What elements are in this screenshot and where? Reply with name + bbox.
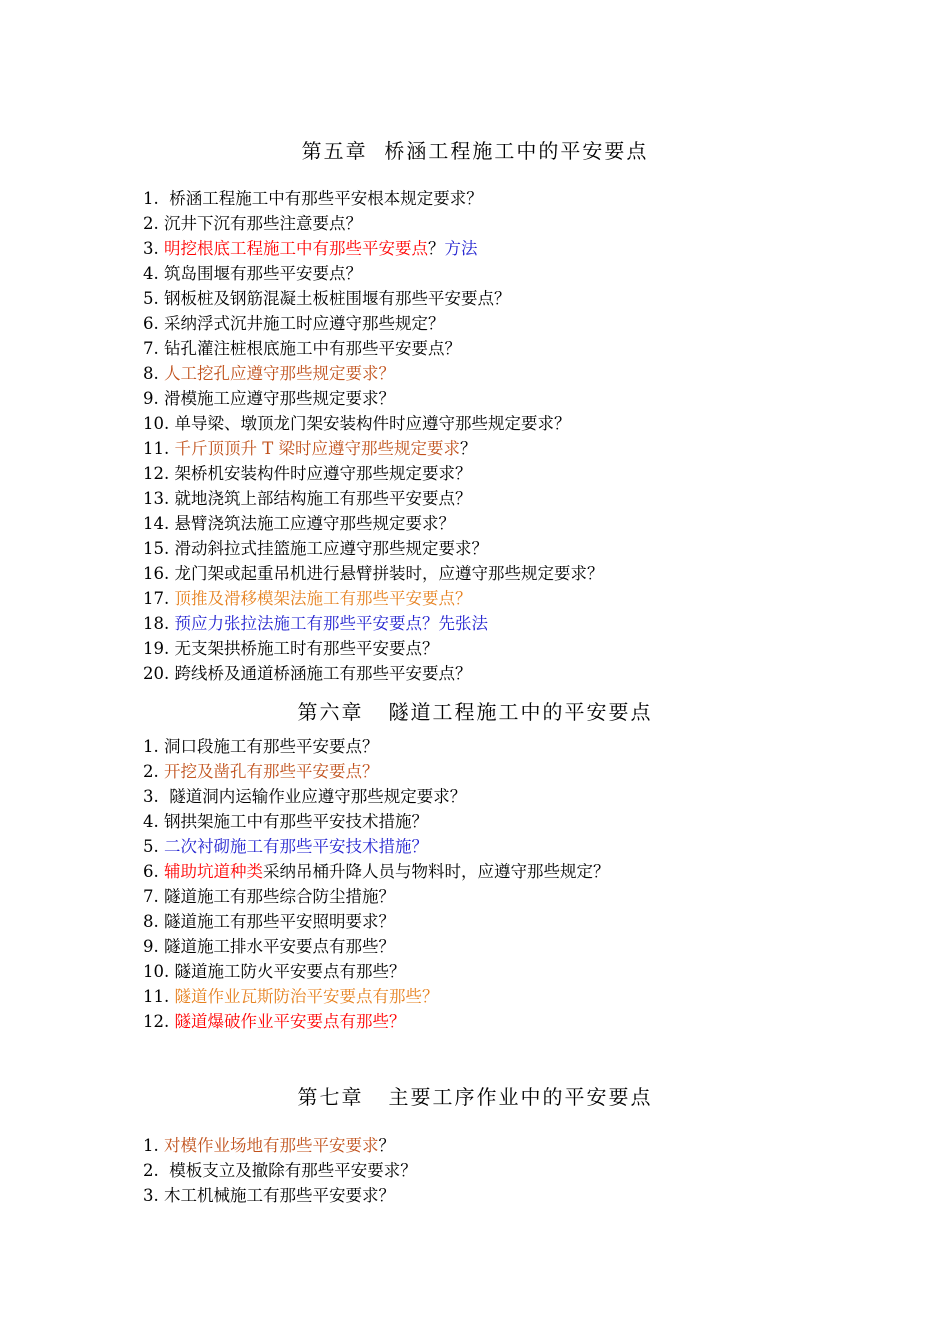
question-item <box>143 236 604 261</box>
question-text-segment: 14. 悬臂浇筑法施工应遵守那些规定要求？ <box>143 514 455 533</box>
question-item <box>143 636 604 661</box>
question-item <box>143 561 604 586</box>
question-text-segment: 7. 钻孔灌注桩根底施工中有那些平安要点？ <box>143 339 461 358</box>
question-text-segment: 二次衬砌施工有那些平安技术措施？ <box>164 837 428 856</box>
question-item <box>143 586 604 611</box>
question-text-segment: 对模作业场地有那些平安要求 <box>164 1136 379 1155</box>
question-item <box>143 859 610 884</box>
question-text-segment: 12. 架桥机安装构件时应遵守那些规定要求？ <box>143 464 472 483</box>
question-item <box>143 1133 417 1158</box>
question-item <box>143 884 610 909</box>
question-text-segment: 12. <box>143 1012 175 1031</box>
question-text-segment: 5. 钢板桩及钢筋混凝土板桩围堰有那些平安要点？ <box>143 289 511 308</box>
question-text-segment: ？ <box>428 239 445 258</box>
question-text-segment: 9. 滑模施工应遵守那些规定要求？ <box>143 389 395 408</box>
question-item <box>143 959 610 984</box>
question-text-segment: 3. 隧道洞内运输作业应遵守那些规定要求？ <box>143 787 467 806</box>
question-text-segment: 20. 跨线桥及通道桥涵施工有那些平安要点？ <box>143 664 472 683</box>
question-text-segment: 明挖根底工程施工中有那些平安要点 <box>164 239 428 258</box>
question-text-segment: ？ <box>460 439 477 458</box>
question-item <box>143 934 610 959</box>
question-text-segment: 2. 模板支立及撤除有那些平安要求？ <box>143 1161 417 1180</box>
question-item <box>143 411 604 436</box>
question-item <box>143 286 604 311</box>
question-item <box>143 1158 417 1183</box>
question-text-segment: 13. 就地浇筑上部结构施工有那些平安要点？ <box>143 489 472 508</box>
chapter-7-question-list <box>143 1133 417 1208</box>
question-text-segment: 1. 桥涵工程施工中有那些平安根本规定要求？ <box>143 189 483 208</box>
question-text-segment: 17. <box>143 589 175 608</box>
question-item <box>143 386 604 411</box>
question-item <box>143 461 604 486</box>
question-text-segment: 预应力张拉法施工有那些平安要点？先张法 <box>174 614 488 633</box>
question-item <box>143 186 604 211</box>
question-text-segment: 16. 龙门架或起重吊机进行悬臂拼装时，应遵守那些规定要求？ <box>143 564 604 583</box>
question-text-segment: 7. 隧道施工有那些综合防尘措施？ <box>143 887 395 906</box>
question-text-segment: 15. 滑动斜拉式挂篮施工应遵守那些规定要求？ <box>143 539 488 558</box>
question-item <box>143 361 604 386</box>
question-item <box>143 734 610 759</box>
question-text-segment: 隧道爆破作业平安要点有那些？ <box>174 1012 406 1031</box>
question-text-segment: 1. 洞口段施工有那些平安要点？ <box>143 737 379 756</box>
question-item <box>143 1009 610 1034</box>
question-text-segment: 19. 无支架拱桥施工时有那些平安要点？ <box>143 639 439 658</box>
question-item <box>143 511 604 536</box>
question-item <box>143 984 610 1009</box>
question-text-segment: 辅助坑道种类 <box>164 862 263 881</box>
question-item <box>143 261 604 286</box>
chapter-title-6: 第六章 隧道工程施工中的平安要点 <box>297 700 653 724</box>
question-text-segment: 方法 <box>444 239 478 258</box>
question-item <box>143 336 604 361</box>
question-item <box>143 834 610 859</box>
question-item <box>143 311 604 336</box>
question-text-segment: 4. 钢拱架施工中有那些平安技术措施？ <box>143 812 428 831</box>
question-item <box>143 536 604 561</box>
question-text-segment: 9. 隧道施工排水平安要点有那些？ <box>143 937 395 956</box>
question-text-segment: 隧道作业瓦斯防治平安要点有那些？ <box>174 987 439 1006</box>
question-text-segment: 6. 采纳浮式沉井施工时应遵守那些规定？ <box>143 314 445 333</box>
question-item <box>143 486 604 511</box>
question-text-segment: 2. <box>143 762 164 781</box>
question-text-segment: 11. <box>143 987 175 1006</box>
chapter-6-question-list <box>143 734 610 1034</box>
question-item <box>143 809 610 834</box>
question-text-segment: 1. <box>143 1136 164 1155</box>
chapter-5-question-list <box>143 186 604 686</box>
question-text-segment: 千斤顶顶升 T 梁时应遵守那些规定要求 <box>174 439 460 458</box>
question-text-segment: 18. <box>143 614 175 633</box>
question-text-segment: 5. <box>143 837 164 856</box>
question-item <box>143 1183 417 1208</box>
question-text-segment: 开挖及凿孔有那些平安要点？ <box>164 762 379 781</box>
question-text-segment: 顶推及滑移模架法施工有那些平安要点？ <box>174 589 472 608</box>
question-item <box>143 784 610 809</box>
chapter-title-5: 第五章 桥涵工程施工中的平安要点 <box>301 139 649 163</box>
question-item <box>143 759 610 784</box>
question-item <box>143 611 604 636</box>
question-text-segment: 6. <box>143 862 164 881</box>
question-text-segment: 4. 筑岛围堰有那些平安要点？ <box>143 264 362 283</box>
question-item <box>143 909 610 934</box>
question-text-segment: 人工挖孔应遵守那些规定要求？ <box>164 364 395 383</box>
question-text-segment: 8. 隧道施工有那些平安照明要求？ <box>143 912 395 931</box>
question-text-segment: 10. 单导梁、墩顶龙门架安装构件时应遵守那些规定要求？ <box>143 414 571 433</box>
question-item <box>143 436 604 461</box>
chapter-title-7: 第七章 主要工序作业中的平安要点 <box>297 1085 653 1109</box>
question-item <box>143 661 604 686</box>
question-text-segment: 3. 木工机械施工有那些平安要求？ <box>143 1186 395 1205</box>
question-text-segment: 8. <box>143 364 164 383</box>
question-text-segment: 11. <box>143 439 175 458</box>
question-text-segment: 10. 隧道施工防火平安要点有那些？ <box>143 962 406 981</box>
question-text-segment: 3. <box>143 239 164 258</box>
question-text-segment: 采纳吊桶升降人员与物料时，应遵守那些规定？ <box>263 862 610 881</box>
question-text-segment: 2. 沉井下沉有那些注意要点？ <box>143 214 362 233</box>
question-item <box>143 211 604 236</box>
question-text-segment: ？ <box>378 1136 395 1155</box>
